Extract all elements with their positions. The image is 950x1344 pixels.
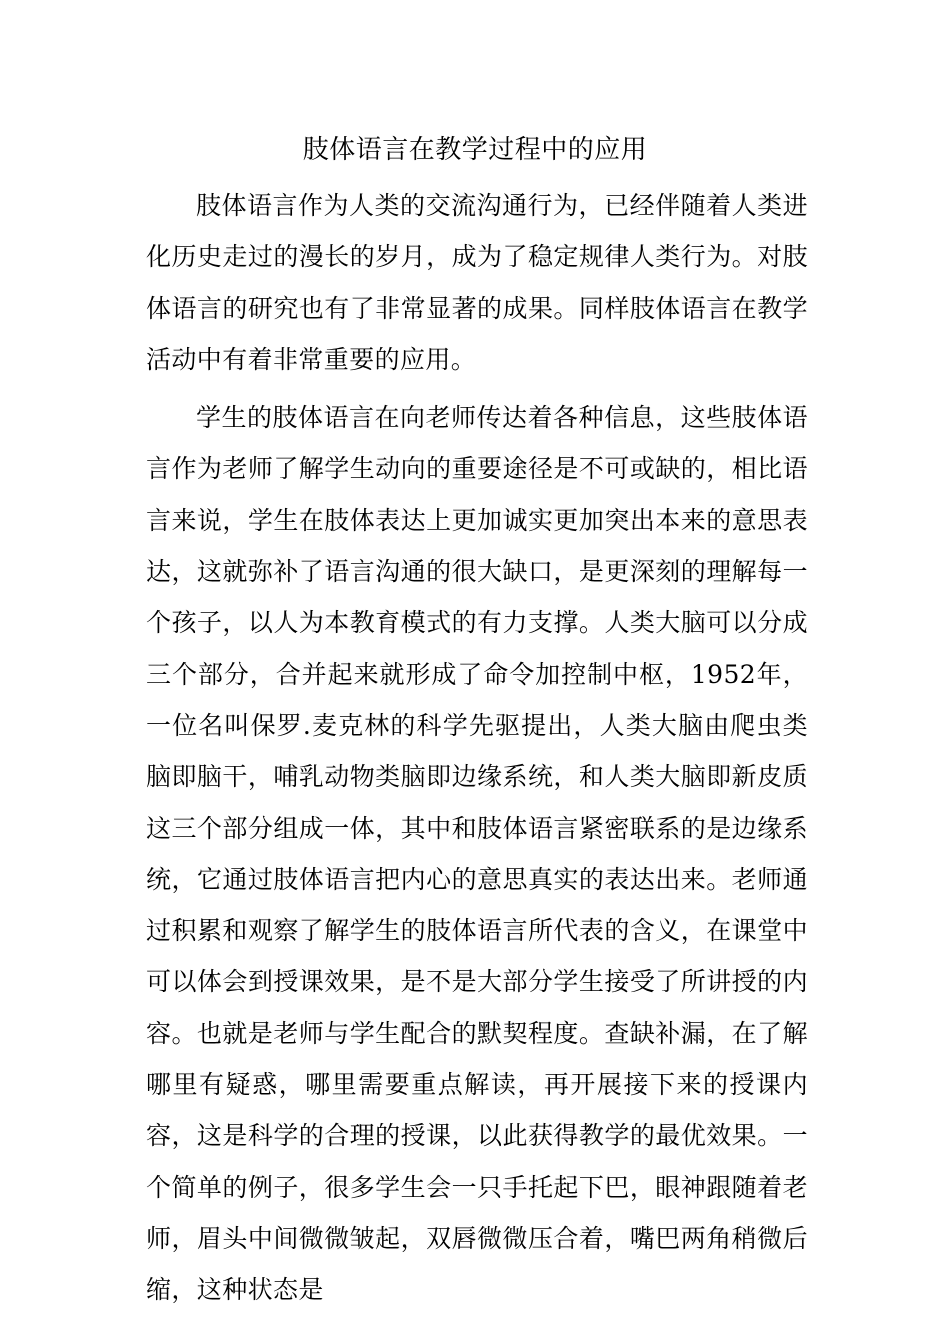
paragraph-2: 学生的肢体语言在向老师传达着各种信息，这些肢体语言作为老师了解学生动向的重要途径是不可或缺的，相比语言来说，学生在肢体表达上更加诚实更加突出本来的意思表达，这就弥补了语言沟通的很大缺口，是更深刻的理解每一个孩子，以人为本教育模式的有力支撑。人类大脑可以分成三个部分，合并起来就形成了命令加控制中枢，1952年，一位名叫保罗.麦克林的科学先驱提出，人类大脑由爬虫类脑即脑干，哺乳动物类脑即边缘系统，和人类大脑即新皮质这三个部分组成一体，其中和肢体语言紧密联系的是边缘系统，它通过肢体语言把内心的意思真实的表达出来。老师通过积累和观察了解学生的肢体语言所代表的含义，在课堂中可以体会到授课效果，是不是大部分学生接受了所讲授的内容。也就是老师与学生配合的默契程度。查缺补漏，在了解哪里有疑惑，哪里需要重点解读，再开展接下来的授课内容，这是科学的合理的授课，以此获得教学的最优效果。一个简单的例子，很多学生会一只手托起下巴，眼神跟随着老师，眉头中间微微皱起，双唇微微压合着，嘴巴两角稍微后缩，这种状态是 [146,403,808,1305]
document-body [146,180,808,1316]
document-title: 肢体语言在教学过程中的应用 [302,135,648,165]
paragraph-1: 肢体语言作为人类的交流沟通行为，已经伴随着人类进化历史走过的漫长的岁月，成为了稳定规律人类行为。对肢体语言的研究也有了非常显著的成果。同样肢体语言在教学活动中有着非常重要的应用。 [146,191,808,374]
